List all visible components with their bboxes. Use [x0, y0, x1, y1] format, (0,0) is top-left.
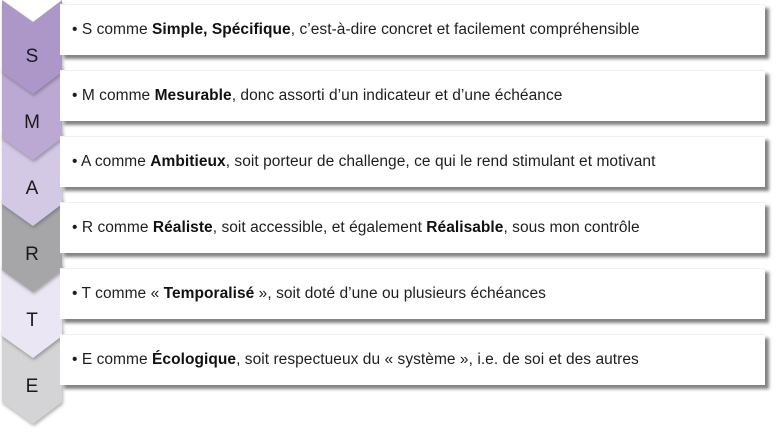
- row-r: [0, 198, 781, 264]
- description-box: [60, 334, 765, 385]
- keyword: Ambitieux: [150, 153, 226, 170]
- description-text: [72, 335, 639, 385]
- explanation: , soit porteur de challenge, ce qui le rend stimulant et motivant: [225, 153, 656, 170]
- description-text: [72, 269, 546, 319]
- row-e: [0, 330, 781, 396]
- description-box: [60, 202, 765, 253]
- description-box: [60, 136, 765, 187]
- explanation: , c’est-à-dire concret et facilement compréhensible: [290, 21, 640, 38]
- keyword: Mesurable: [154, 87, 232, 104]
- row-s: [0, 0, 781, 66]
- description-text: [72, 5, 640, 55]
- description-text: [72, 71, 562, 121]
- explanation: , donc assorti d’un indicateur et d’une échéance: [231, 87, 563, 104]
- keyword-2: Réalisable: [426, 219, 504, 236]
- keyword: Écologique: [152, 351, 237, 368]
- explanation: , soit accessible, et également: [212, 219, 427, 236]
- letter-t: T: [26, 310, 38, 331]
- row-m: [0, 66, 781, 132]
- prefix: A comme: [77, 153, 151, 170]
- bullet-icon: •: [72, 219, 78, 236]
- description-text: [72, 137, 655, 187]
- prefix: T comme «: [77, 285, 164, 302]
- description-box: [60, 70, 765, 121]
- explanation: , soit respectueux du « système », i.e. de soi et des autres: [236, 351, 639, 368]
- description-box: [60, 268, 765, 319]
- prefix: S comme: [77, 21, 153, 38]
- letter-e: E: [25, 376, 39, 397]
- description-box: [60, 4, 765, 55]
- letter-s: S: [25, 46, 39, 67]
- row-a: [0, 132, 781, 198]
- description-text: [72, 203, 640, 253]
- letter-r: R: [25, 244, 39, 265]
- keyword: Temporalisé: [163, 285, 255, 302]
- prefix: M comme: [77, 87, 155, 104]
- prefix: R comme: [77, 219, 153, 236]
- bullet-icon: •: [72, 87, 78, 104]
- keyword: Simple, Spécifique: [152, 21, 291, 38]
- explanation: », soit doté d’une ou plusieurs échéances: [254, 285, 546, 302]
- bullet-icon: •: [72, 153, 78, 170]
- row-t: [0, 264, 781, 330]
- prefix: E comme: [77, 351, 153, 368]
- explanation-end: , sous mon contrôle: [503, 219, 640, 236]
- bullet-icon: •: [72, 21, 78, 38]
- bullet-icon: •: [72, 285, 78, 302]
- keyword: Réaliste: [152, 219, 213, 236]
- bullet-icon: •: [72, 351, 78, 368]
- letter-m: M: [24, 112, 40, 133]
- letter-a: A: [25, 178, 39, 199]
